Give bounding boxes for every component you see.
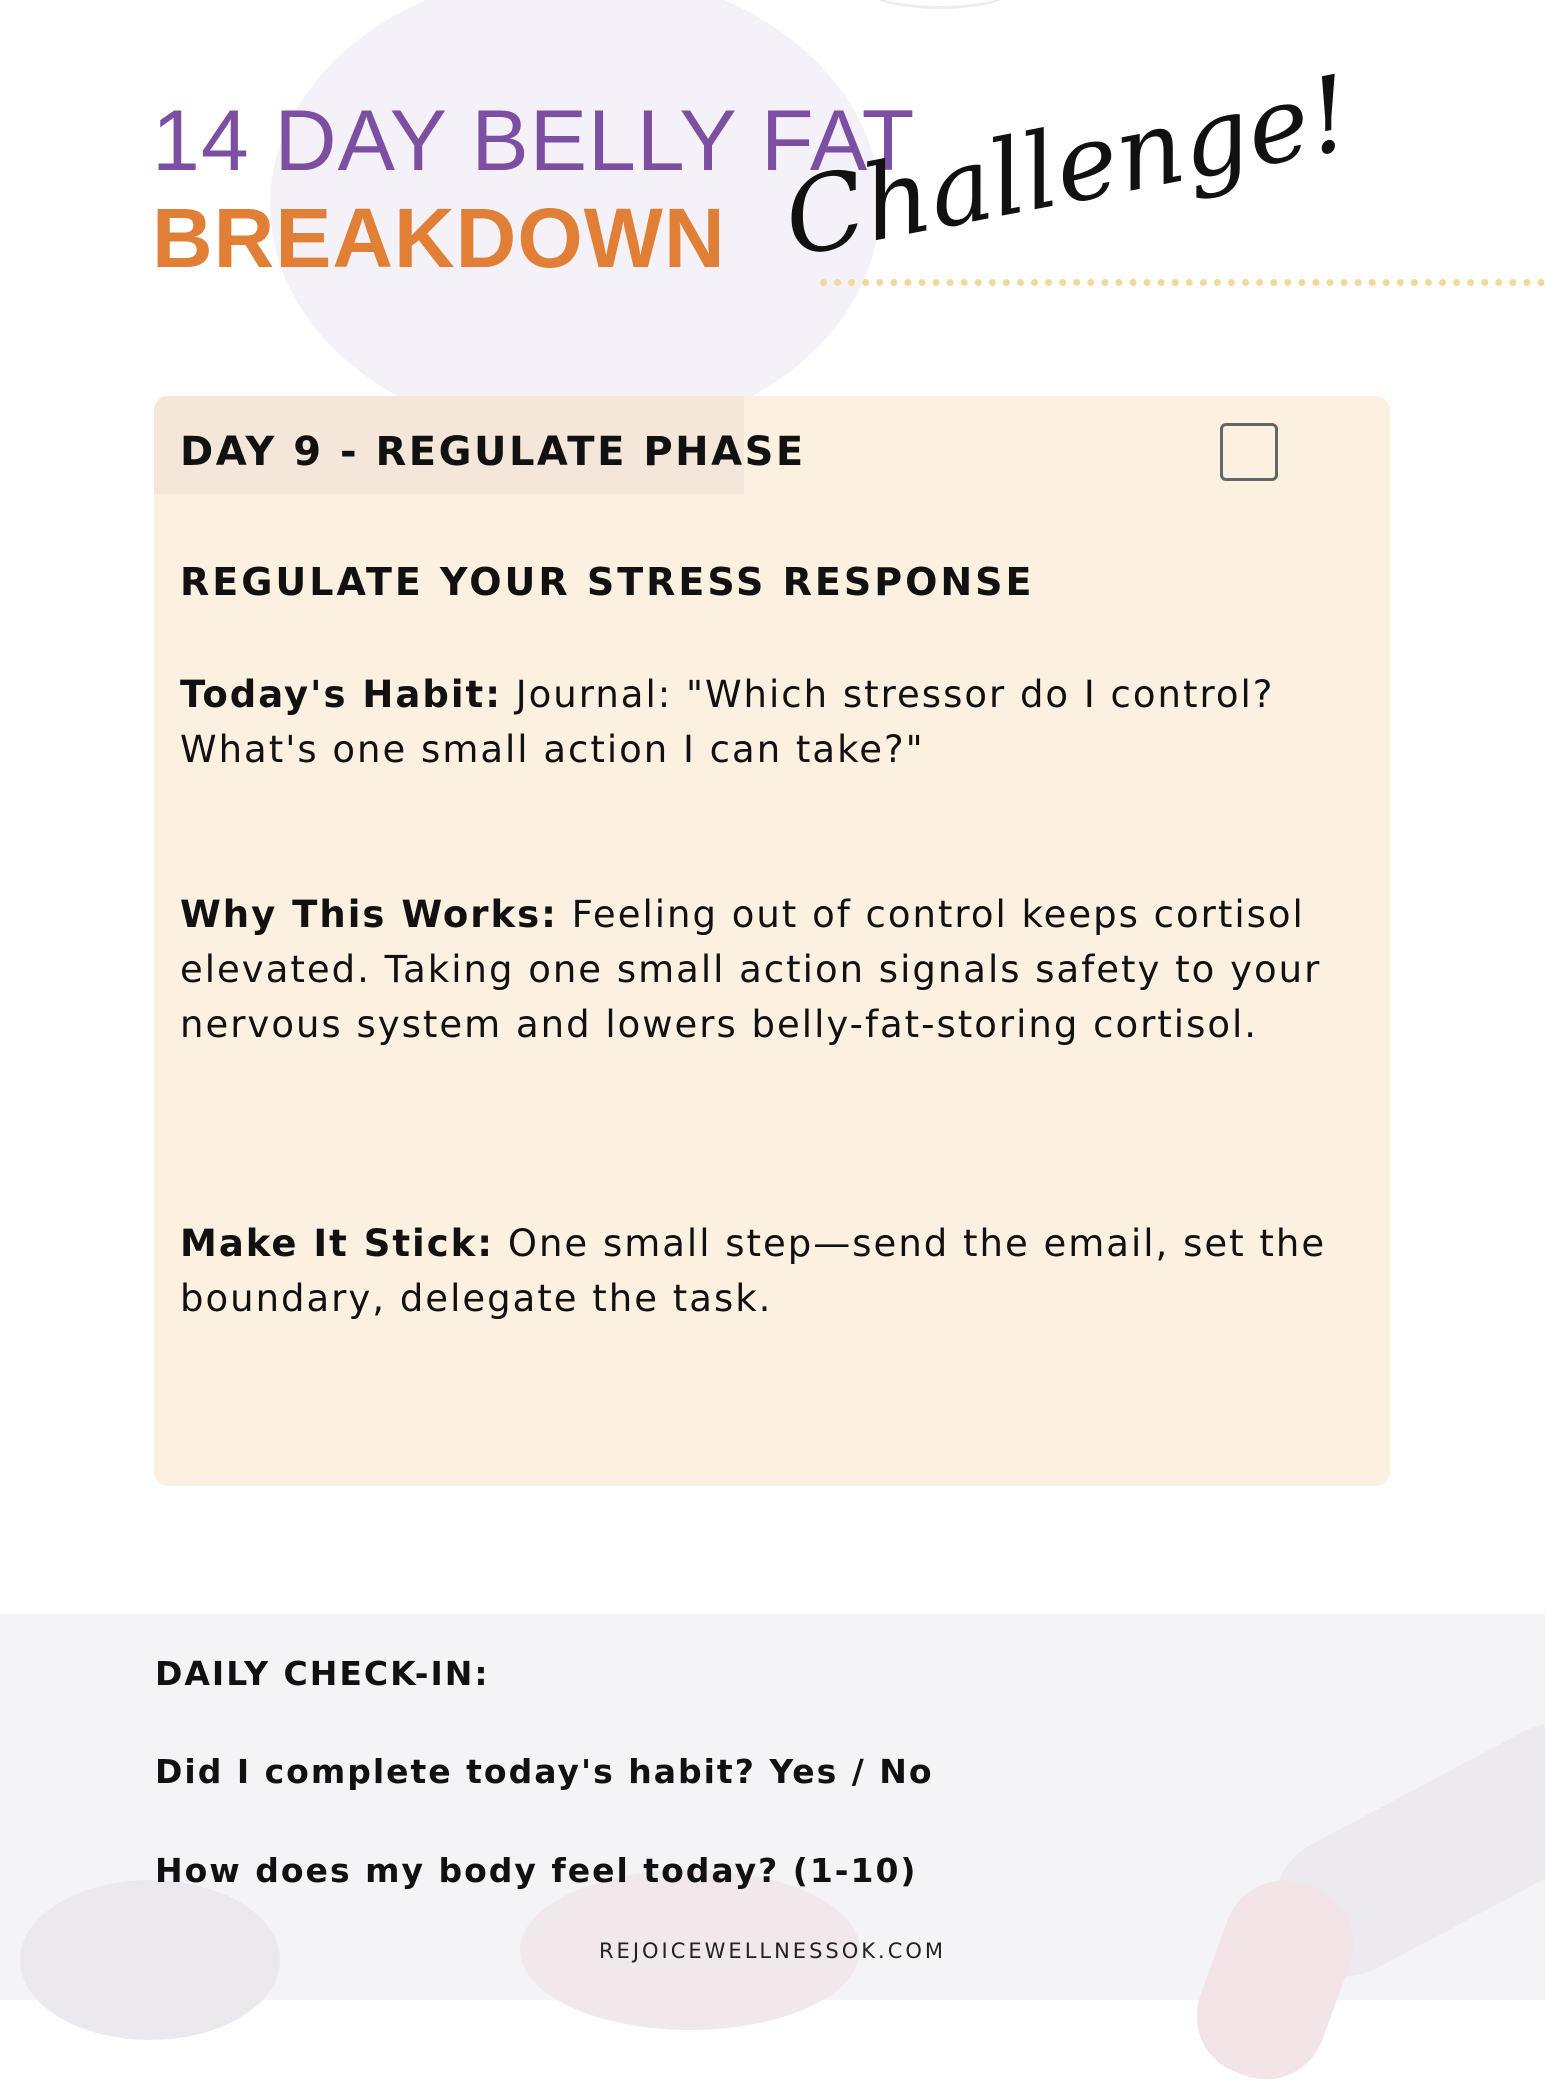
checkin-question-habit: Did I complete today's habit? Yes / No [155,1752,934,1791]
card-subheading: REGULATE YOUR STRESS RESPONSE [180,560,1035,604]
make-it-stick-label: Make It Stick: [180,1222,495,1265]
completion-checkbox[interactable] [1220,423,1278,481]
dotted-divider [820,279,1545,286]
title-line-1: 14 DAY BELLY FAT [152,93,916,189]
title-script: Challenge! [774,51,1361,281]
background-arc-decoration [860,0,1020,9]
day-heading: DAY 9 - REGULATE PHASE [180,429,806,475]
checkin-title: DAILY CHECK-IN: [155,1654,490,1693]
make-it-stick-paragraph [180,1216,1360,1326]
make-it-stick-text: One small step—send the email, set the boundary, delegate the task. [180,1222,1327,1320]
footer-website: REJOICEWELLNESSOK.COM [598,1939,947,1963]
title-line-2: BREAKDOWN [152,191,726,285]
why-this-works-paragraph [180,887,1360,1052]
why-this-works-label: Why This Works: [180,893,558,936]
checkin-question-body: How does my body feel today? (1-10) [155,1851,918,1890]
todays-habit-paragraph [180,667,1360,777]
todays-habit-label: Today's Habit: [180,673,502,716]
why-this-works-text: Feeling out of control keeps cortisol elevated. Taking one small action signals safety to your nervous system and lowers belly-fat-storing cortisol. [180,893,1322,1046]
todays-habit-text: Journal: "Which stressor do I control? What's one small action I can take?" [180,673,1275,771]
